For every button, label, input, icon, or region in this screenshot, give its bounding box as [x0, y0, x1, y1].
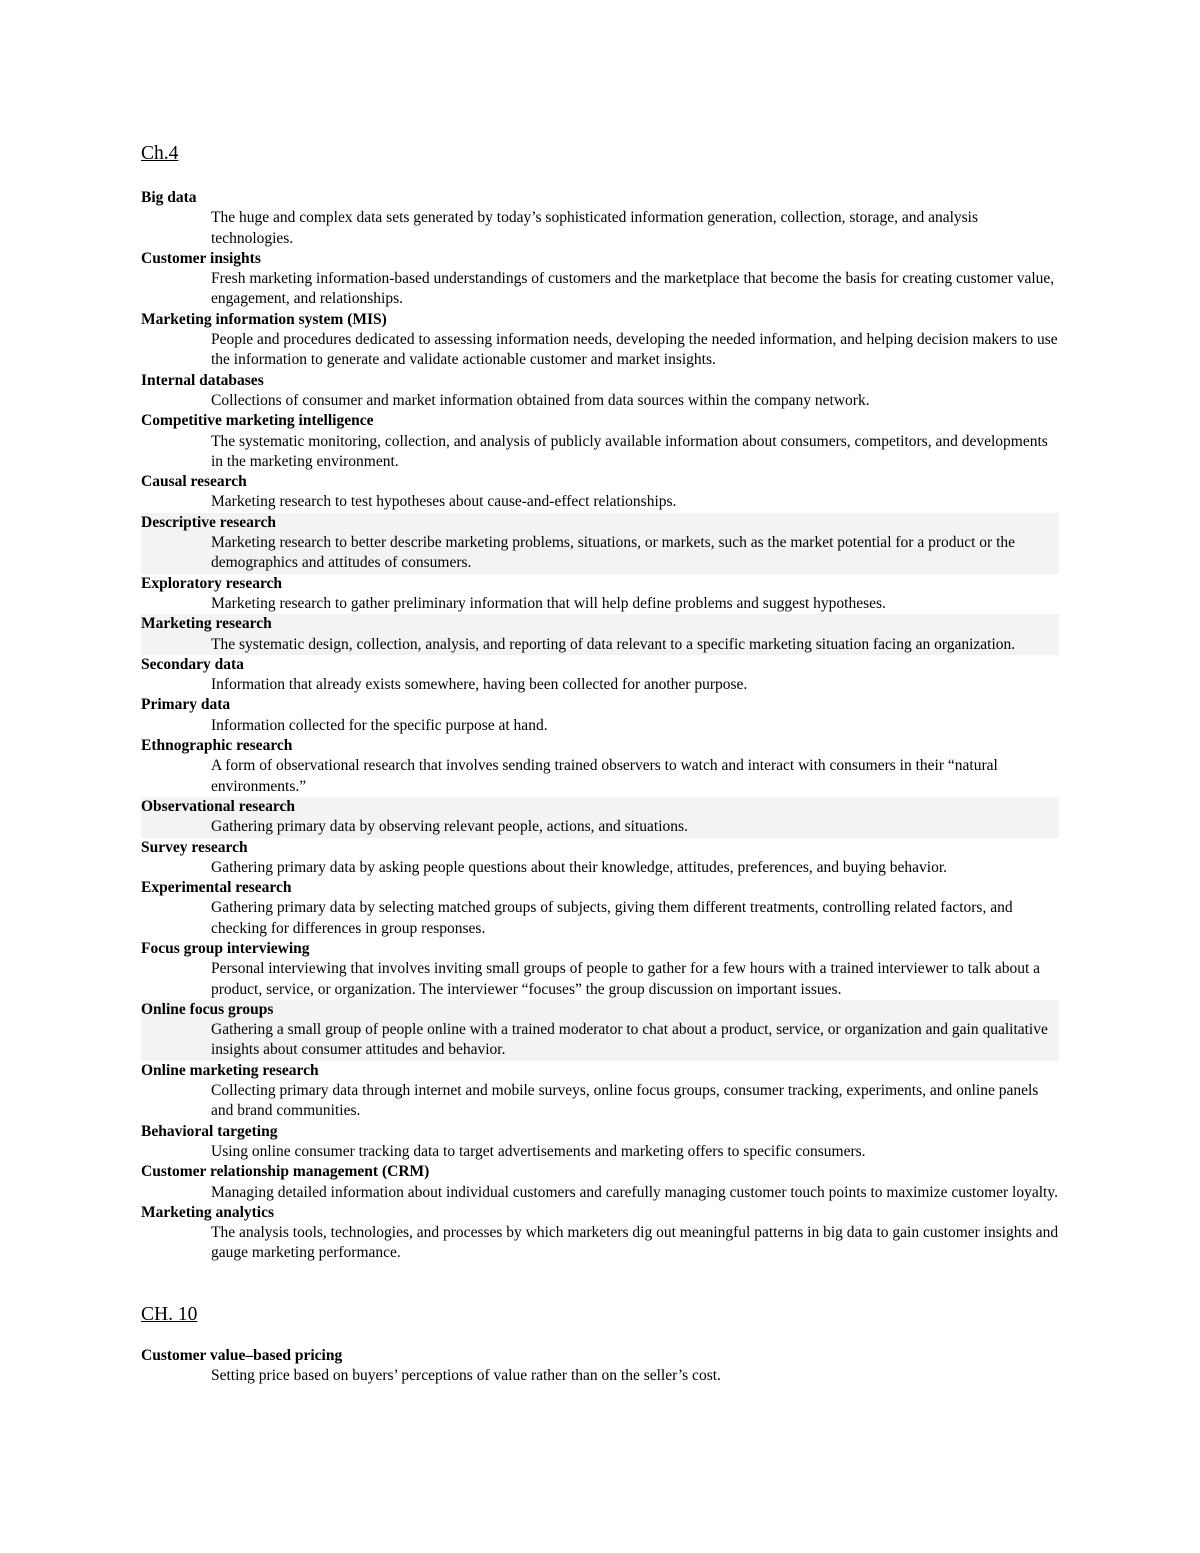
glossary-entry	[141, 878, 1059, 939]
term: Focus group interviewing	[141, 939, 310, 957]
term: Exploratory research	[141, 574, 283, 592]
term: Marketing analytics	[141, 1203, 275, 1221]
definition: Gathering primary data by observing relevant people, actions, and situations.	[211, 818, 688, 836]
glossary-entry	[141, 1000, 1059, 1061]
term: Experimental research	[141, 879, 292, 897]
definition: The systematic monitoring, collection, and analysis of publicly available information about consumers, competitors, and developments in the marketing environment.	[211, 432, 1048, 470]
chapter-10-heading: CH. 10	[141, 1304, 198, 1325]
glossary-entry	[141, 797, 1059, 838]
term: Customer insights	[141, 249, 261, 267]
glossary-entry	[141, 513, 1059, 574]
definition: Gathering primary data by selecting matched groups of subjects, giving them different treatments, controlling related factors, and checking for differences in group responses.	[211, 899, 1013, 937]
definition: Managing detailed information about individual customers and carefully managing customer touch points to maximize customer loyalty.	[211, 1183, 1058, 1201]
chapter-10-glossary	[141, 1346, 1059, 1387]
term: Observational research	[141, 797, 295, 815]
definition: Marketing research to gather preliminary information that will help define problems and suggest hypotheses.	[211, 594, 886, 612]
glossary-entry	[141, 1061, 1059, 1122]
definition: Information that already exists somewhere, having been collected for another purpose.	[211, 676, 748, 694]
glossary-entry	[141, 188, 1059, 249]
term: Survey research	[141, 838, 248, 856]
definition: Using online consumer tracking data to target advertisements and marketing offers to specific consumers.	[211, 1142, 866, 1160]
term: Behavioral targeting	[141, 1122, 278, 1140]
glossary-entry	[141, 1346, 1059, 1387]
definition: Setting price based on buyers’ perceptions of value rather than on the seller’s cost.	[211, 1367, 721, 1385]
definition: The systematic design, collection, analysis, and reporting of data relevant to a specific marketing situation facing an organization.	[211, 635, 1016, 653]
term: Customer relationship management (CRM)	[141, 1163, 430, 1181]
definition: Fresh marketing information-based understandings of customers and the marketplace that become the basis for creating customer value, engagement, and relationships.	[211, 270, 1055, 308]
glossary-entry	[141, 371, 1059, 412]
glossary-entry	[141, 574, 1059, 615]
term: Marketing research	[141, 615, 272, 633]
term: Competitive marketing intelligence	[141, 412, 374, 430]
glossary-entry	[141, 655, 1059, 696]
glossary-entry	[141, 939, 1059, 1000]
definition: Gathering primary data by asking people questions about their knowledge, attitudes, preferences, and buying behavior.	[211, 858, 948, 876]
definition: Gathering a small group of people online with a trained moderator to chat about a product, service, or organization and gain qualitative insights about consumer attitudes and behavior.	[211, 1021, 1048, 1059]
term: Primary data	[141, 696, 231, 714]
glossary-entry	[141, 614, 1059, 655]
definition: Marketing research to better describe marketing problems, situations, or markets, such as the market potential for a product or the demographics and attitudes of consumers.	[211, 534, 1016, 572]
glossary-entry	[141, 838, 1059, 879]
glossary-entry	[141, 1162, 1059, 1203]
glossary-entry	[141, 249, 1059, 310]
glossary-entry	[141, 1203, 1059, 1264]
definition: Collections of consumer and market information obtained from data sources within the company network.	[211, 391, 870, 409]
term: Online marketing research	[141, 1061, 319, 1079]
glossary-entry	[141, 1122, 1059, 1163]
chapter-4-glossary	[141, 188, 1059, 1264]
glossary-entry	[141, 411, 1059, 472]
glossary-entry	[141, 310, 1059, 371]
term: Internal databases	[141, 371, 264, 389]
term: Marketing information system (MIS)	[141, 310, 387, 328]
term: Secondary data	[141, 655, 244, 673]
definition: Marketing research to test hypotheses about cause-and-effect relationships.	[211, 493, 677, 511]
definition: The analysis tools, technologies, and processes by which marketers dig out meaningful patterns in big data to gain customer insights and gauge marketing performance.	[211, 1224, 1059, 1262]
term: Customer value–based pricing	[141, 1347, 343, 1364]
definition: Personal interviewing that involves inviting small groups of people to gather for a few hours with a trained interviewer to talk about a product, service, or organization. The interviewer “focuses” the group discussion on important issues.	[211, 960, 1041, 998]
term: Big data	[141, 189, 197, 206]
definition: Collecting primary data through internet and mobile surveys, online focus groups, consumer tracking, experiments, and online panels and brand communities.	[211, 1082, 1039, 1120]
glossary-entry	[141, 472, 1059, 513]
definition: A form of observational research that involves sending trained observers to watch and interact with consumers in their “natural environments.”	[211, 757, 998, 795]
glossary-entry	[141, 736, 1059, 797]
term: Ethnographic research	[141, 737, 293, 755]
definition: People and procedures dedicated to assessing information needs, developing the needed information, and helping decision makers to use the information to generate and validate actionable customer and market insights.	[211, 331, 1058, 369]
definition: The huge and complex data sets generated by today’s sophisticated information generation, collection, storage, and analysis technologies.	[211, 209, 979, 247]
glossary-entry	[141, 695, 1059, 736]
chapter-4-heading: Ch.4	[141, 143, 179, 164]
term: Online focus groups	[141, 1000, 274, 1018]
definition: Information collected for the specific purpose at hand.	[211, 716, 548, 734]
term: Descriptive research	[141, 513, 277, 531]
term: Causal research	[141, 473, 247, 491]
